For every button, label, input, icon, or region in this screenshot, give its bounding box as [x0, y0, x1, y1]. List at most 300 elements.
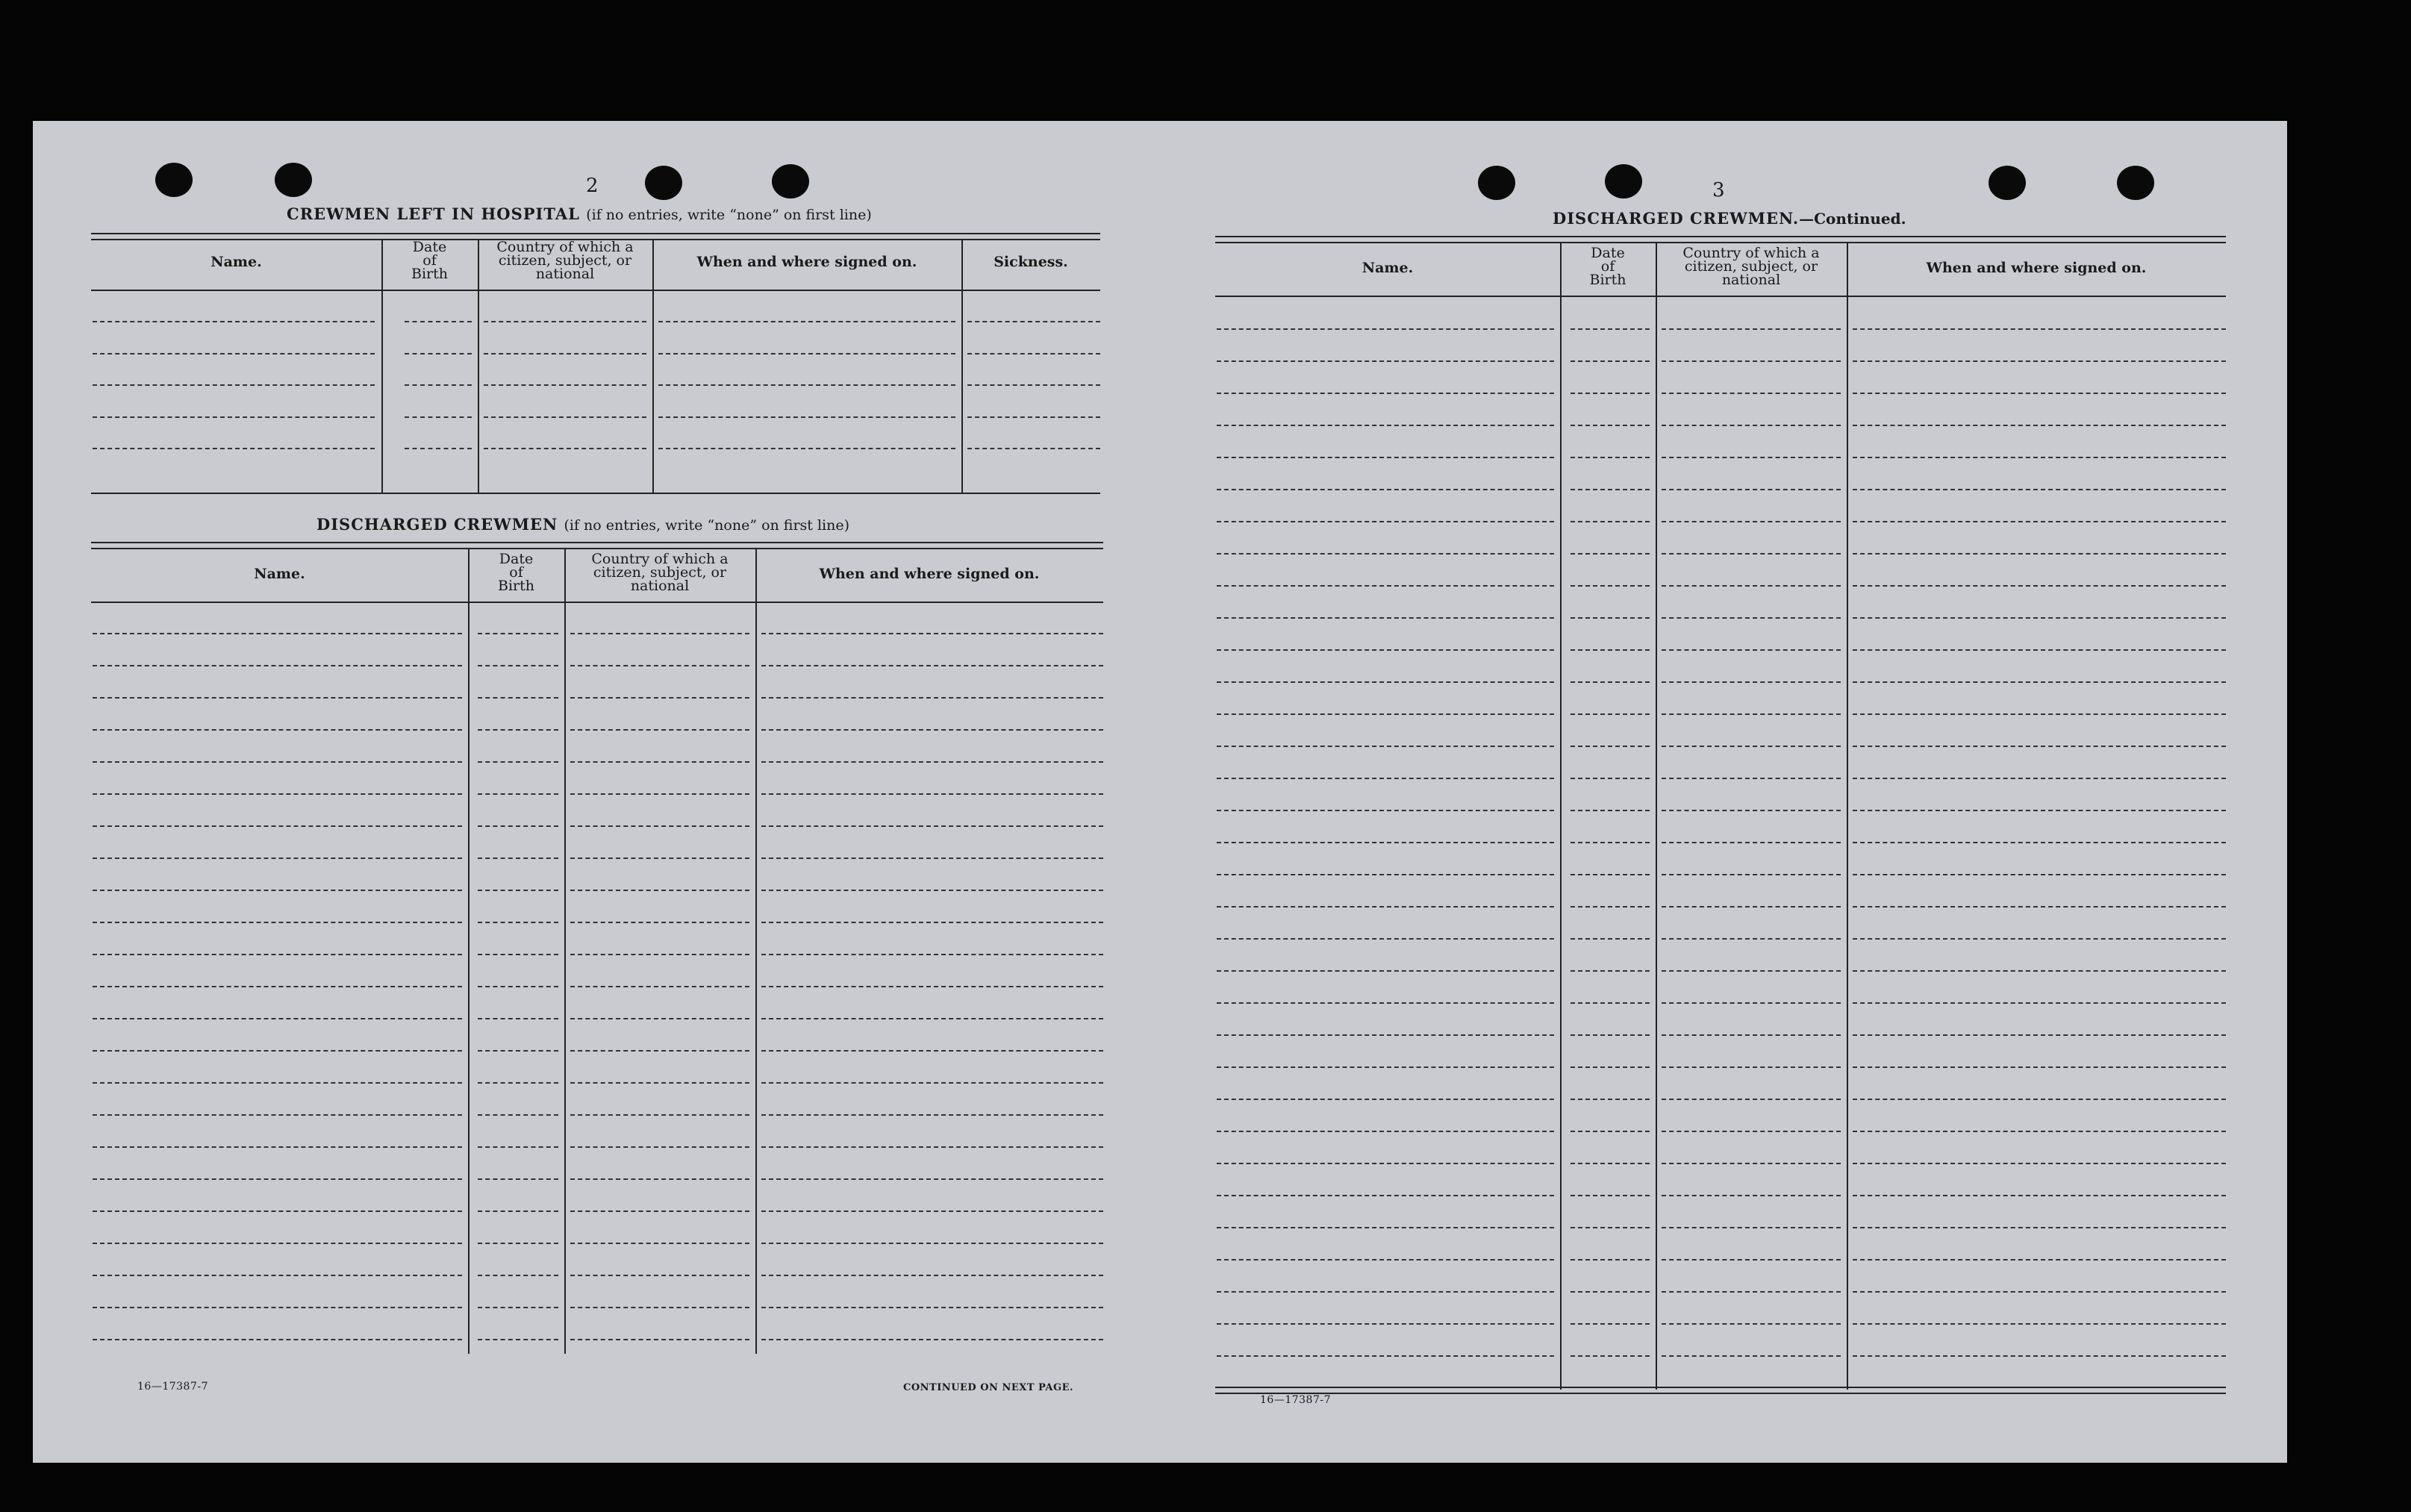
entry-line [1571, 1291, 1650, 1293]
entry-line [484, 416, 646, 418]
entry-line [1217, 810, 1554, 811]
entry-line [1853, 1099, 2226, 1100]
entry-line [1853, 906, 2226, 907]
entry-line [570, 986, 749, 987]
entry-line [478, 1146, 558, 1148]
entry-line [478, 1114, 558, 1116]
entry-line [761, 954, 1103, 955]
entry-line [478, 922, 558, 923]
entry-line [1571, 328, 1650, 330]
entry-line [478, 729, 558, 731]
entry-line [1853, 938, 2226, 940]
entry-line [761, 665, 1103, 666]
entry-line [761, 1114, 1103, 1116]
column-header-signed-on: When and where signed on. [819, 566, 1040, 582]
entry-line [967, 448, 1100, 449]
entry-line [93, 1082, 462, 1084]
entry-line [1662, 1227, 1841, 1228]
entry-line [1217, 1099, 1554, 1100]
entry-line [93, 922, 462, 923]
column-divider [1656, 242, 1657, 1390]
entry-line [1853, 617, 2226, 619]
entry-line [93, 1339, 462, 1340]
entry-line [1662, 1131, 1841, 1132]
header-line: Country of which a [1682, 245, 1820, 261]
entry-line [570, 1210, 749, 1212]
entry-line [1853, 1355, 2226, 1357]
entry-line [761, 633, 1103, 634]
table-top-rule [91, 542, 1103, 549]
entry-line [1853, 649, 2226, 651]
entry-line [1571, 1259, 1650, 1260]
entry-line [1571, 1099, 1650, 1100]
entry-line [478, 1082, 558, 1084]
entry-line [1217, 489, 1554, 490]
entry-line [570, 825, 749, 827]
entry-line [1217, 585, 1554, 587]
entry-line [761, 1339, 1103, 1340]
entry-line [1853, 1034, 2226, 1036]
entry-line [570, 922, 749, 923]
entry-line [570, 890, 749, 891]
entry-line [570, 729, 749, 731]
entry-line [570, 793, 749, 795]
entry-line [570, 1114, 749, 1116]
entry-line [761, 857, 1103, 859]
entry-line [478, 793, 558, 795]
entry-line [405, 448, 472, 449]
entry-line [1571, 874, 1650, 875]
entry-line [93, 825, 462, 827]
entry-line [478, 890, 558, 891]
entry-line [1853, 746, 2226, 747]
entry-line [570, 857, 749, 859]
column-header-sickness: Sickness. [994, 254, 1068, 270]
entry-line [1662, 425, 1841, 426]
entry-line [1571, 746, 1650, 747]
entry-line [570, 954, 749, 955]
entry-line [967, 384, 1100, 386]
entry-line [658, 448, 955, 449]
punch-hole [1605, 164, 1642, 199]
entry-line [1853, 585, 2226, 587]
entry-line [1571, 810, 1650, 811]
entry-line [1662, 906, 1841, 907]
form-code: 16—17387-7 [1260, 1394, 1331, 1406]
entry-line [761, 1018, 1103, 1019]
header-line: of [1600, 258, 1615, 275]
column-header-signed-on: When and where signed on. [1926, 260, 2147, 276]
entry-line [761, 1082, 1103, 1084]
entry-line [1571, 970, 1650, 972]
entry-line [1217, 842, 1554, 843]
entry-line [478, 1243, 558, 1244]
entry-line [1662, 649, 1841, 651]
entry-line [1217, 713, 1554, 715]
entry-line [1571, 1034, 1650, 1036]
continued-subtitle-text: —Continued. [1799, 210, 1906, 228]
entry-line [1662, 1291, 1841, 1293]
entry-line [1853, 1259, 2226, 1260]
entry-line [93, 729, 462, 731]
entry-line [93, 353, 375, 354]
entry-line [1217, 1259, 1554, 1260]
entry-line [1571, 489, 1650, 490]
column-header-dob [1560, 246, 1656, 287]
continued-title-text: DISCHARGED CREWMEN. [1553, 209, 1800, 228]
entry-line [93, 1178, 462, 1180]
entry-line [1662, 457, 1841, 458]
entry-line [1217, 360, 1554, 362]
discharged-table [91, 542, 1103, 1355]
entry-line [1853, 1002, 2226, 1004]
entry-line [1853, 1195, 2226, 1196]
column-header-dob [381, 240, 478, 281]
entry-line [1662, 1195, 1841, 1196]
entry-line [1853, 553, 2226, 554]
entry-line [1217, 1355, 1554, 1357]
entry-line [1571, 1002, 1650, 1004]
entry-line [570, 1307, 749, 1308]
column-header-country [564, 552, 755, 593]
entry-line [1571, 393, 1650, 394]
entry-line [1571, 585, 1650, 587]
table-bottom-rule [1215, 1387, 2226, 1388]
header-line: of [422, 252, 437, 269]
entry-line [1853, 1323, 2226, 1325]
entry-line [93, 321, 375, 322]
entry-line [1217, 906, 1554, 907]
entry-line [1217, 1323, 1554, 1325]
entry-line [1662, 489, 1841, 490]
entry-line [93, 857, 462, 859]
entry-line [1662, 778, 1841, 779]
entry-line [93, 384, 375, 386]
entry-line [484, 448, 646, 449]
column-header-signed-on: When and where signed on. [696, 254, 917, 270]
entry-line [1662, 938, 1841, 940]
header-bottom-rule [91, 290, 1100, 291]
entry-line [478, 1210, 558, 1212]
entry-line [761, 1307, 1103, 1308]
entry-line [1571, 906, 1650, 907]
header-bottom-rule [91, 602, 1103, 603]
entry-line [570, 1082, 749, 1084]
entry-line [761, 1178, 1103, 1180]
punch-hole [1989, 166, 2026, 200]
column-header-name: Name. [210, 254, 262, 270]
entry-line [1571, 842, 1650, 843]
entry-line [1571, 457, 1650, 458]
entry-line [478, 1275, 558, 1276]
entry-line [1217, 1002, 1554, 1004]
entry-line [1217, 1163, 1554, 1164]
header-line: citizen, subject, or [498, 252, 632, 269]
entry-line [1853, 328, 2226, 330]
header-line: Country of which a [496, 239, 634, 255]
entry-line [93, 954, 462, 955]
entry-line [761, 922, 1103, 923]
entry-line [1571, 553, 1650, 554]
entry-line [1217, 393, 1554, 394]
entry-line [1853, 425, 2226, 426]
entry-line [93, 986, 462, 987]
entry-line [1853, 489, 2226, 490]
page-number: 2 [586, 175, 599, 197]
entry-line [1571, 713, 1650, 715]
entry-line [478, 1178, 558, 1180]
header-line: national [1721, 272, 1781, 288]
entry-line [1217, 457, 1554, 458]
entry-line [570, 665, 749, 666]
header-line: citizen, subject, or [1684, 258, 1818, 275]
hospital-section-title [287, 204, 872, 223]
entry-line [658, 416, 955, 418]
entry-line [478, 1050, 558, 1052]
entry-line [1662, 746, 1841, 747]
entry-line [1571, 521, 1650, 522]
entry-line [93, 890, 462, 891]
header-line: Date [499, 551, 534, 567]
punch-hole [1478, 166, 1515, 200]
entry-line [1662, 1323, 1841, 1325]
entry-line [761, 1050, 1103, 1052]
entry-line [761, 986, 1103, 987]
entry-line [484, 384, 646, 386]
entry-line [1571, 1066, 1650, 1068]
entry-line [570, 1178, 749, 1180]
entry-line [93, 633, 462, 634]
entry-line [761, 793, 1103, 795]
entry-line [1217, 874, 1554, 875]
entry-line [1571, 425, 1650, 426]
header-line: national [535, 266, 595, 282]
hospital-title-text: CREWMEN LEFT IN HOSPITAL [287, 204, 580, 223]
entry-line [93, 665, 462, 666]
entry-line [1571, 778, 1650, 779]
column-divider [564, 548, 566, 1354]
header-line: of [509, 564, 523, 581]
entry-line [1217, 649, 1554, 651]
hospital-table [91, 233, 1100, 494]
entry-line [1662, 553, 1841, 554]
entry-line [478, 1307, 558, 1308]
form-sheet [33, 121, 2287, 1463]
column-header-country [478, 240, 652, 281]
entry-line [761, 1275, 1103, 1276]
entry-line [761, 761, 1103, 763]
entry-line [93, 1050, 462, 1052]
entry-line [478, 665, 558, 666]
entry-line [1662, 1163, 1841, 1164]
entry-line [478, 986, 558, 987]
entry-line [1217, 746, 1554, 747]
entry-line [478, 825, 558, 827]
header-line: Birth [411, 266, 448, 282]
entry-line [1662, 970, 1841, 972]
entry-line [1571, 1227, 1650, 1228]
hospital-subtitle-text: (if no entries, write “none” on first line) [586, 207, 872, 223]
discharged-continued-title [1553, 209, 1906, 228]
entry-line [1217, 425, 1554, 426]
header-line: Date [1591, 245, 1625, 261]
entry-line [570, 1018, 749, 1019]
entry-line [1853, 521, 2226, 522]
entry-line [1217, 553, 1554, 554]
punch-hole [772, 164, 809, 199]
entry-line [1662, 681, 1841, 683]
entry-line [405, 416, 472, 418]
entry-line [761, 1210, 1103, 1212]
entry-line [1571, 617, 1650, 619]
entry-line [1662, 393, 1841, 394]
entry-line [1571, 1163, 1650, 1164]
entry-line [1571, 649, 1650, 651]
entry-line [1662, 810, 1841, 811]
entry-line [93, 1146, 462, 1148]
entry-line [1217, 970, 1554, 972]
entry-line [93, 697, 462, 699]
entry-line [761, 890, 1103, 891]
entry-line [967, 353, 1100, 354]
entry-line [570, 633, 749, 634]
column-divider [1560, 242, 1562, 1390]
header-line: Birth [498, 578, 534, 594]
entry-line [1662, 1099, 1841, 1100]
entry-line [1853, 360, 2226, 362]
column-header-country [1656, 246, 1847, 287]
entry-line [93, 1210, 462, 1212]
entry-line [1662, 585, 1841, 587]
entry-line [1217, 1227, 1554, 1228]
entry-line [761, 697, 1103, 699]
punch-hole [2117, 166, 2154, 200]
entry-line [478, 1339, 558, 1340]
entry-line [1853, 1066, 2226, 1068]
entry-line [570, 1243, 749, 1244]
column-divider [755, 548, 757, 1354]
entry-line [1571, 938, 1650, 940]
punch-hole [275, 163, 312, 197]
column-divider [961, 239, 963, 493]
entry-line [1662, 1002, 1841, 1004]
entry-line [1662, 1066, 1841, 1068]
header-line: Country of which a [591, 551, 729, 567]
header-bottom-rule [1215, 296, 2226, 297]
entry-line [484, 321, 646, 322]
entry-line [1217, 1034, 1554, 1036]
entry-line [478, 633, 558, 634]
entry-line [1853, 874, 2226, 875]
header-line: Date [412, 239, 447, 255]
entry-line [1217, 778, 1554, 779]
entry-line [1853, 457, 2226, 458]
entry-line [93, 1307, 462, 1308]
entry-line [1217, 938, 1554, 940]
entry-line [478, 697, 558, 699]
entry-line [93, 761, 462, 763]
entry-line [1662, 360, 1841, 362]
column-divider [468, 548, 470, 1354]
entry-line [1853, 681, 2226, 683]
form-code: 16—17387-7 [137, 1381, 208, 1393]
entry-line [478, 761, 558, 763]
entry-line [1571, 1323, 1650, 1325]
entry-line [1853, 713, 2226, 715]
entry-line [570, 1146, 749, 1148]
header-line: citizen, subject, or [593, 564, 727, 581]
entry-line [1853, 1227, 2226, 1228]
entry-line [405, 353, 472, 354]
header-line: Birth [1589, 272, 1626, 288]
entry-line [1853, 810, 2226, 811]
entry-line [484, 353, 646, 354]
entry-line [93, 1243, 462, 1244]
entry-line [93, 1018, 462, 1019]
entry-line [570, 761, 749, 763]
discharged-section-title [316, 515, 849, 534]
entry-line [1662, 874, 1841, 875]
entry-line [1662, 328, 1841, 330]
entry-line [1217, 1195, 1554, 1196]
entry-line [1853, 842, 2226, 843]
entry-line [1217, 1066, 1554, 1068]
entry-line [1217, 328, 1554, 330]
entry-line [761, 1243, 1103, 1244]
entry-line [1571, 360, 1650, 362]
entry-line [93, 1275, 462, 1276]
column-header-dob [468, 552, 564, 593]
entry-line [93, 793, 462, 795]
entry-line [658, 353, 955, 354]
entry-line [1571, 1355, 1650, 1357]
discharged-title-text: DISCHARGED CREWMEN [316, 515, 558, 534]
page-number: 3 [1712, 179, 1725, 202]
entry-line [570, 1050, 749, 1052]
entry-line [1662, 521, 1841, 522]
entry-line [405, 321, 472, 322]
entry-line [1853, 778, 2226, 779]
entry-line [1853, 393, 2226, 394]
entry-line [1662, 1259, 1841, 1260]
continued-note: CONTINUED ON NEXT PAGE. [903, 1382, 1073, 1393]
discharged-subtitle-text: (if no entries, write “none” on first line) [564, 517, 850, 534]
entry-line [1853, 1163, 2226, 1164]
entry-line [570, 1339, 749, 1340]
entry-line [1571, 1131, 1650, 1132]
entry-line [93, 1114, 462, 1116]
entry-line [967, 416, 1100, 418]
entry-line [658, 321, 955, 322]
entry-line [93, 416, 375, 418]
table-bottom-rule [1215, 1393, 2226, 1394]
entry-line [1853, 1291, 2226, 1293]
entry-line [1217, 1131, 1554, 1132]
entry-line [570, 697, 749, 699]
entry-line [658, 384, 955, 386]
entry-line [761, 1146, 1103, 1148]
entry-line [1662, 842, 1841, 843]
entry-line [967, 321, 1100, 322]
header-line: national [630, 578, 690, 594]
table-top-rule [1215, 236, 2226, 243]
entry-line [478, 1018, 558, 1019]
table-bottom-rule [91, 493, 1100, 494]
entry-line [1662, 617, 1841, 619]
entry-line [570, 1275, 749, 1276]
column-divider [652, 239, 654, 493]
entry-line [1853, 970, 2226, 972]
